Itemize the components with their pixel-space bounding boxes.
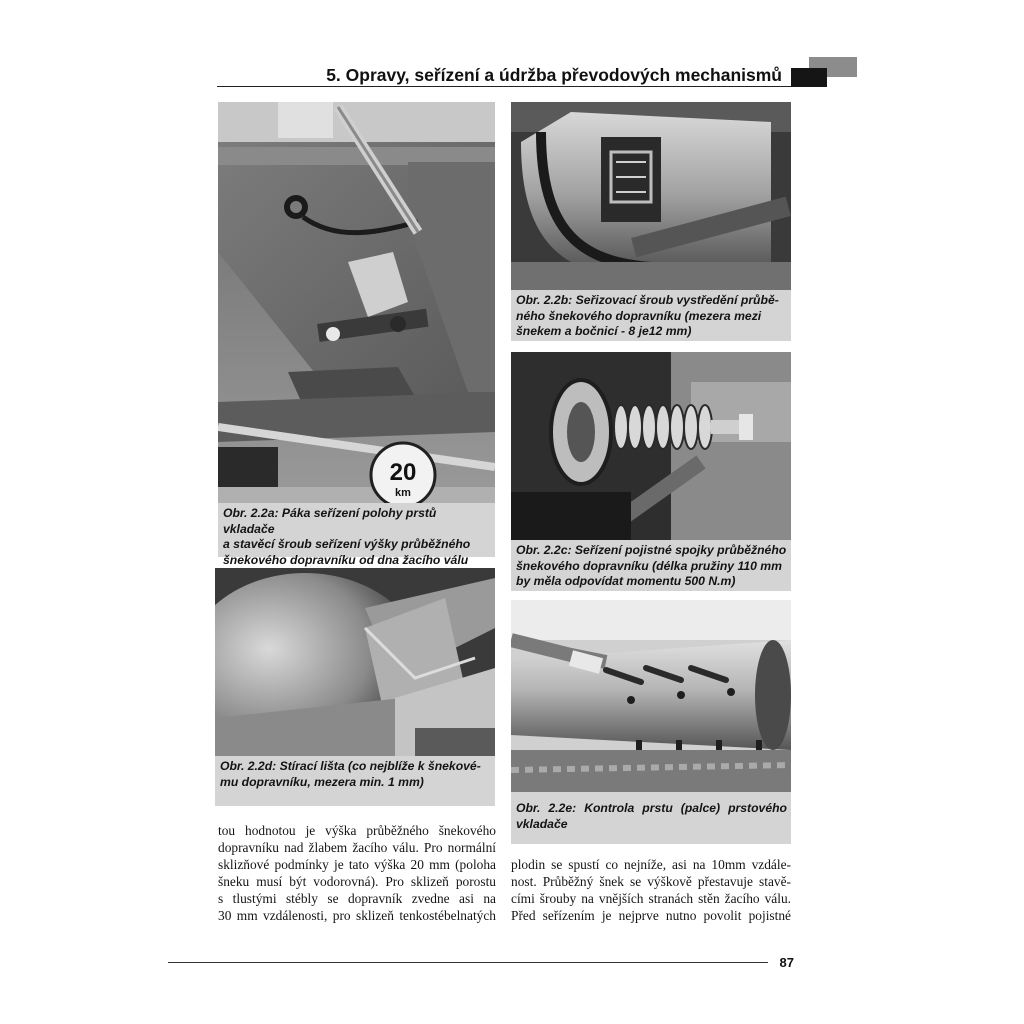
text-line: plodin se spustí co nejníže, asi na 10mm vzdále- bbox=[511, 857, 791, 872]
figure-2-2d-photo bbox=[215, 568, 495, 756]
figure-2-2c-caption bbox=[511, 540, 791, 591]
caption-line: Obr. 2.2e: Kontrola prstu (palce) prstového bbox=[516, 801, 787, 815]
text-line: tou hodnotou je výška průběžného šnekového bbox=[218, 823, 496, 838]
caption-line: Obr. 2.2d: Stírací lišta (co nejblíže k šnekové- bbox=[220, 759, 481, 773]
caption-line: Obr. 2.2a: Páka seřízení polohy prstů vkladače bbox=[223, 506, 437, 536]
text-line: nost. Průběžný šnek se výškově přestavuje stavě- bbox=[511, 874, 791, 889]
text-line: Před seřízením je nejprve nutno povolit pojistné bbox=[511, 908, 791, 923]
speed-sign-unit: km bbox=[395, 487, 411, 499]
body-text-right-column bbox=[511, 856, 791, 924]
text-line: s tlustými stébly se dopravník zvedne asi na bbox=[218, 891, 496, 906]
figure-2-2d-caption bbox=[215, 756, 495, 806]
caption-line: šnekem a bočnicí - 8 je12 mm) bbox=[516, 324, 692, 339]
figure-2-2e-caption bbox=[511, 792, 791, 844]
header-rule bbox=[217, 86, 791, 87]
text-line: dopravníku nad žlabem žacího válu. Pro normální bbox=[218, 840, 496, 855]
header-tab-dark bbox=[791, 68, 827, 87]
figure-2-2a-photo bbox=[218, 102, 495, 503]
chapter-title: 5. Opravy, seřízení a údržba převodových mechanismů bbox=[326, 65, 782, 85]
figure-2-2e-photo bbox=[511, 600, 791, 792]
page-number: 87 bbox=[779, 955, 794, 970]
caption-line: mu dopravníku, mezera min. 1 mm) bbox=[220, 774, 424, 789]
caption-line: vkladače bbox=[516, 816, 568, 831]
caption-line: ného šnekového dopravníku (mezera mezi bbox=[516, 308, 762, 323]
caption-line: Obr. 2.2b: Seřizovací šroub vystředění průbě- bbox=[516, 293, 779, 307]
footer-rule bbox=[168, 962, 768, 963]
figure-2-2a-caption bbox=[218, 503, 495, 567]
body-text-left-column bbox=[218, 822, 496, 924]
figure-2-2b-caption bbox=[511, 290, 791, 341]
caption-line: by měla odpovídat momentu 500 N.m) bbox=[516, 574, 736, 589]
text-line: šneku musí být vodorovná). Pro sklizeň porostu bbox=[218, 874, 496, 889]
caption-line: Obr. 2.2c: Seřízení pojistné spojky průběžného bbox=[516, 543, 787, 557]
speed-sign-number: 20 bbox=[389, 459, 417, 486]
text-line: 30 mm vzdálenosti, pro sklizeň tenkostébelnatých bbox=[218, 908, 496, 923]
text-line: cími šrouby na vnějších stranách stěn žacího válu. bbox=[511, 891, 791, 906]
caption-line: a stavěcí šroub seřízení výšky průběžného bbox=[223, 537, 471, 552]
text-line: sklizňové podmínky je tato výška 20 mm (poloha bbox=[218, 857, 496, 872]
figure-2-2c-photo bbox=[511, 352, 791, 540]
caption-line: šnekového dopravníku od dna žacího válu bbox=[223, 552, 469, 567]
caption-line: šnekového dopravníku (délka pružiny 110 mm bbox=[516, 558, 782, 573]
figure-2-2b-photo bbox=[511, 102, 791, 290]
